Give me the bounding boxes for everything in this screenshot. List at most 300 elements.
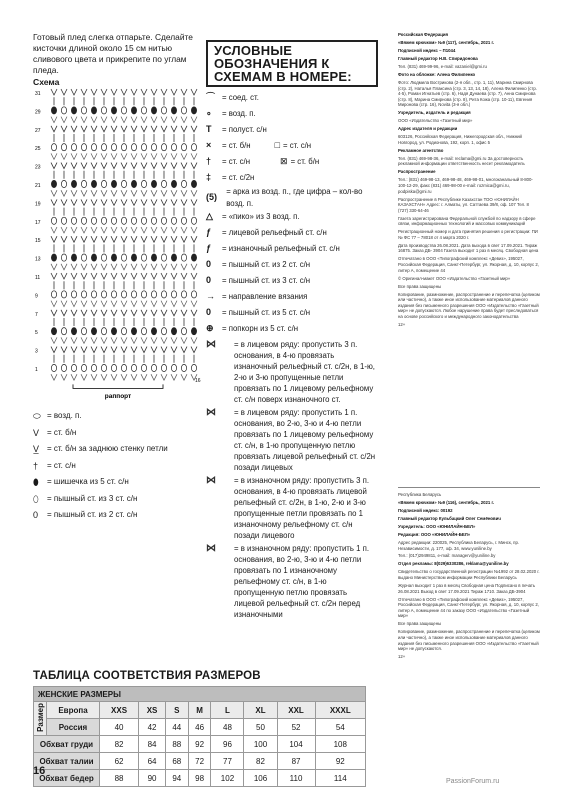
sc-mark <box>191 117 197 123</box>
puff-mark <box>81 291 86 298</box>
sc-mark <box>181 190 187 196</box>
symbol-row <box>206 273 378 289</box>
sc-mark <box>61 337 67 343</box>
puff-mark <box>161 107 166 114</box>
table-cell: 77 <box>211 753 244 770</box>
chart-row <box>51 291 196 298</box>
puff-mark <box>131 254 136 261</box>
mini-label-cross: = ст. б/н <box>290 157 320 167</box>
table-cell: 54 <box>315 719 365 736</box>
puff-mark <box>171 217 176 224</box>
watermark: PassionForum.ru <box>446 778 500 785</box>
puff-mark <box>101 364 106 371</box>
chain-icon: ∘ <box>206 108 212 119</box>
sc-mark <box>111 126 117 132</box>
chart-row <box>51 328 196 335</box>
row-number: 27 <box>35 127 41 134</box>
chart-row <box>51 117 197 123</box>
sc-mark <box>161 126 167 132</box>
row-number: 11 <box>35 275 41 281</box>
sc-mark <box>71 163 77 169</box>
puff-mark <box>141 254 146 261</box>
symbol-text: = лицевой рельефный ст. с/н <box>222 228 327 238</box>
puff-mark <box>81 107 86 114</box>
sc-mark <box>161 374 167 380</box>
puff-mark <box>101 144 106 151</box>
puff-mark <box>191 254 196 261</box>
sc-mark <box>111 89 117 95</box>
sc-mark <box>101 301 107 307</box>
sc-mark <box>81 190 87 196</box>
front-post-icon: ƒ <box>206 227 212 238</box>
sc-mark <box>111 347 117 353</box>
legend-row <box>33 458 208 475</box>
sc-mark <box>131 301 137 307</box>
table-cell: 40 <box>100 719 139 736</box>
back-post-icon: ƒ <box>206 243 212 254</box>
sc-mark <box>121 117 127 123</box>
sc-mark <box>51 310 57 316</box>
imprint-russia <box>398 32 540 330</box>
puff-mark <box>61 328 66 335</box>
row-number: 3 <box>35 348 38 355</box>
puff-mark <box>111 364 116 371</box>
sc-mark <box>61 153 67 159</box>
cable-paragraph <box>206 407 378 473</box>
sc-mark <box>61 236 67 242</box>
imprint-line: Подписной индекс – П1044 <box>398 47 456 53</box>
puff-mark <box>81 328 86 335</box>
table-cell: 64 <box>139 753 166 770</box>
imprint-line: Свидетельство о государственной регистрации №1992 от 28.02.2020 г. выдано Министерством информации Республики Беларусь <box>398 569 540 581</box>
puff-mark <box>121 144 126 151</box>
sc-mark <box>81 337 87 343</box>
chart-row <box>54 244 194 252</box>
sc-mark <box>121 89 127 95</box>
sc-mark <box>61 163 67 169</box>
table-row <box>34 753 366 770</box>
symbol-text: = попкорн из 5 ст. с/н <box>222 324 299 334</box>
imprint-line: 603126, Российская Федерация, Нижегородская обл., Нижний Новгород, ул. Родионова, 192, корп. 1, офис 5 <box>398 134 522 145</box>
row-number: 25 <box>35 146 41 153</box>
sc-mark <box>121 190 127 196</box>
cable-icon: ⋈ <box>206 543 216 555</box>
table-cell: 82 <box>100 736 139 753</box>
legend-text: = ст. с/н <box>47 460 76 470</box>
puff-mark <box>131 107 136 114</box>
sc-mark <box>81 153 87 159</box>
sc-mark <box>191 273 197 279</box>
sc-mark <box>161 264 167 270</box>
chart-row <box>51 126 197 132</box>
sc-mark <box>171 153 177 159</box>
chart-row <box>51 301 197 307</box>
sc-mark <box>91 347 97 353</box>
sc-mark <box>181 163 187 169</box>
puff-mark <box>131 364 136 371</box>
sc-mark <box>171 273 177 279</box>
sc-icon: V <box>33 427 40 438</box>
sc-mark <box>81 310 87 316</box>
puff-mark <box>111 107 116 114</box>
symbol-text: = ст. с/2н <box>222 173 255 183</box>
puff-mark <box>51 364 56 371</box>
sc-mark <box>51 374 57 380</box>
sc-mark <box>121 310 127 316</box>
table-cell: 88 <box>100 770 139 787</box>
sc-mark <box>151 126 157 132</box>
sc-mark <box>61 117 67 123</box>
sc-mark <box>101 117 107 123</box>
puff-mark <box>181 254 186 261</box>
paragraph-text: = в изнаночном ряду: пропустить 1 п. основания, во 2-ю, 3-ю и 4-ю петли провязать по 1 изнаночному рельефному ст. с/н, в 1-ю пропущенную петлю провязать лицевой рельефный ст. с/2н перед изнаночными <box>234 544 369 620</box>
sc-mark <box>121 347 127 353</box>
dc-icon: † <box>206 156 212 167</box>
chart-row <box>51 273 197 279</box>
sc-mark <box>151 236 157 242</box>
sc-mark <box>161 273 167 279</box>
legend-row <box>33 408 208 425</box>
sc-mark <box>101 337 107 343</box>
paragraph-text: = в лицевом ряду: пропустить 3 п. основания, в 4-ю провязать изнаночный рельефный ст. с/2н, в 1-ю, 2-ю и 3-ю пропущенные петли провязать по 1 лицевому рельефному ст. с/н поверх изнаночного ст. <box>234 340 375 405</box>
schema-title: Схема <box>33 77 60 87</box>
sc-mark <box>101 273 107 279</box>
row-number: 21 <box>35 183 41 189</box>
cable-paragraph <box>206 543 378 620</box>
paragraph-text: = в изнаночном ряду: пропустить 3 п. основания, в 4-ю провязать лицевой рельефный ст. с/2н, в 1-ю, 2-ю и 3-ю пропущенные петли провязать по 1 изнаночному рельефному ст. с/н позади лицевого <box>234 476 369 541</box>
table-cell: 102 <box>211 770 244 787</box>
sc-mark <box>171 374 177 380</box>
symbol-row <box>206 241 378 257</box>
table-cell: 104 <box>277 736 315 753</box>
sc-mark <box>131 153 137 159</box>
table-cell: 87 <box>277 753 315 770</box>
sc-mark <box>141 236 147 242</box>
sc-mark <box>161 163 167 169</box>
chart-legend <box>33 408 208 524</box>
sc-mark <box>181 199 187 205</box>
table-cell: 62 <box>100 753 139 770</box>
sc-mark <box>71 227 77 233</box>
table-cell: 108 <box>315 736 365 753</box>
chart-row <box>51 144 196 151</box>
sc-mark <box>171 117 177 123</box>
sc-mark <box>111 264 117 270</box>
table-cell: Россия <box>47 719 100 736</box>
sc-mark <box>131 126 137 132</box>
sc-mark <box>51 227 57 233</box>
puff-mark <box>61 217 66 224</box>
table-cell: Обхват талии <box>34 753 100 770</box>
sc-mark <box>131 117 137 123</box>
chart-row <box>54 171 194 179</box>
imprint-line: Адрес издателя и редакции <box>398 126 458 132</box>
sc-mark <box>51 199 57 205</box>
sc-mark <box>91 227 97 233</box>
repeat-bracket <box>73 384 163 388</box>
chart-row <box>51 227 197 233</box>
sc-mark <box>101 236 107 242</box>
puff-mark <box>141 217 146 224</box>
puff2-icon: 0 <box>33 510 39 520</box>
chart-row <box>51 374 197 380</box>
sc-mark <box>121 337 127 343</box>
sc-mark <box>91 199 97 205</box>
sc-mark <box>71 199 77 205</box>
sc-mark <box>141 347 147 353</box>
puff-mark <box>161 291 166 298</box>
chart-row <box>51 199 197 205</box>
symbol-row <box>206 138 378 154</box>
puff-mark <box>71 180 76 187</box>
chart-row <box>51 347 197 353</box>
table-cell: 92 <box>315 753 365 770</box>
sc-mark <box>121 301 127 307</box>
chart-row <box>54 97 194 105</box>
sc-mark <box>181 337 187 343</box>
table-cell: XL <box>244 702 277 719</box>
sc-mark <box>181 126 187 132</box>
sc-mark <box>81 273 87 279</box>
row-number: 17 <box>35 219 41 226</box>
sc-mark <box>151 199 157 205</box>
sc-mark <box>181 264 187 270</box>
imprint-line: Учредитель: ООО «ЮНИЛАЙН-БЕЛ» <box>398 523 476 529</box>
puff-mark <box>151 364 156 371</box>
imprint-line: Подписной индекс: 00192 <box>398 507 453 513</box>
sc-mark <box>61 199 67 205</box>
puff-mark <box>131 144 136 151</box>
sc-mark <box>51 190 57 196</box>
puff-mark <box>91 291 96 298</box>
sc-mark <box>71 273 77 279</box>
puff-mark <box>121 217 126 224</box>
imprint-line: Все права защищены <box>398 283 442 289</box>
puff-mark <box>61 291 66 298</box>
table-cell: L <box>211 702 244 719</box>
stitch-count: 16 <box>195 378 201 384</box>
puff-mark <box>51 254 56 261</box>
puff-mark <box>131 328 136 335</box>
sc-mark <box>71 236 77 242</box>
row-number: 23 <box>35 164 41 171</box>
table-cell: 82 <box>244 753 277 770</box>
puff-mark <box>101 217 106 224</box>
puff-mark <box>121 180 126 187</box>
sc-mark <box>121 374 127 380</box>
sc-mark <box>101 347 107 353</box>
sc-mark <box>181 117 187 123</box>
imprint-line: Копирование, размножение, распространение и перепечатка (целиком или частично), а также иное использование материалов данного издания без письменного разрешения ООО «Издательство «Газетный мир» не допускаются. <box>398 629 540 652</box>
imprint-line: Главный редактор Н.В. Спиридонова <box>398 55 478 61</box>
table-cell: 68 <box>165 753 188 770</box>
symbol-row <box>206 186 378 209</box>
puff-mark <box>161 180 166 187</box>
puff-mark <box>51 180 56 187</box>
sc-mark <box>141 199 147 205</box>
symbol-row <box>206 321 378 337</box>
legend-row <box>33 474 208 491</box>
imprint-belarus <box>398 492 540 662</box>
sc-mark <box>121 163 127 169</box>
imprint-line: Тел.: (017)2949811, e-mail: managerv@yuniline.by <box>398 553 496 559</box>
puff-mark <box>191 328 196 335</box>
sc-back-icon: V̲ <box>33 444 40 454</box>
puff-mark <box>61 107 66 114</box>
puff-mark <box>171 328 176 335</box>
sc-mark <box>61 126 67 132</box>
puff-mark <box>161 144 166 151</box>
sc-mark <box>111 310 117 316</box>
size-table <box>33 686 366 787</box>
sc-mark <box>181 310 187 316</box>
symbol-row <box>206 289 378 305</box>
sc-mark <box>91 117 97 123</box>
sc-mark <box>191 190 197 196</box>
table-cell: 46 <box>188 719 211 736</box>
symbol-row <box>206 170 378 186</box>
puff-mark <box>181 107 186 114</box>
sc-mark <box>151 374 157 380</box>
legend-row <box>33 425 208 442</box>
puff-mark <box>191 217 196 224</box>
puff-mark <box>71 328 76 335</box>
imprint-line: Фото на обложке: Алена Филипенко <box>398 71 476 77</box>
puff-mark <box>171 254 176 261</box>
sc-mark <box>181 347 187 353</box>
sc-mark <box>61 264 67 270</box>
sc-mark <box>101 163 107 169</box>
symbol-text: = изнаночный рельефный ст. с/н <box>222 244 340 254</box>
sc-mark <box>151 273 157 279</box>
cable-paragraph <box>206 475 378 541</box>
symbol-row <box>206 209 378 225</box>
size-vertical-label: Размер <box>34 702 47 736</box>
sc-mark <box>81 89 87 95</box>
sc-mark <box>111 190 117 196</box>
puff-mark <box>101 328 106 335</box>
sc-mark <box>91 310 97 316</box>
sc-mark <box>91 301 97 307</box>
puff-mark <box>81 254 86 261</box>
sc-mark <box>171 163 177 169</box>
puff-mark <box>191 107 196 114</box>
symbol-row <box>206 257 378 273</box>
symbol-text: = ст. б/н <box>222 141 251 151</box>
sc-mark <box>61 310 67 316</box>
sc-mark <box>161 310 167 316</box>
imprint-line: Республика Беларусь <box>398 492 442 497</box>
puff-mark <box>111 217 116 224</box>
symbol-text: = полуст. с/н <box>222 125 267 135</box>
sc-mark <box>71 301 77 307</box>
puff-mark <box>151 144 156 151</box>
puff-mark <box>81 180 86 187</box>
table-cell: 84 <box>139 736 166 753</box>
table-cell: 92 <box>188 736 211 753</box>
sc-mark <box>131 163 137 169</box>
puff-mark <box>71 144 76 151</box>
symbol-row <box>206 106 378 122</box>
puff-mark <box>131 217 136 224</box>
sc-mark <box>191 337 197 343</box>
sc-mark <box>171 337 177 343</box>
chart-row <box>51 254 196 261</box>
sc-mark <box>151 153 157 159</box>
puff-mark <box>141 328 146 335</box>
imprint-divider <box>398 487 540 488</box>
sc-mark <box>91 163 97 169</box>
imprint-line: Тел. (831) 469-98-36, e-mail: reclama@gmi.ru За достоверность рекламной информации ответственность несет рекламодатель <box>398 155 525 167</box>
cable-icon: ⋈ <box>206 475 216 487</box>
symbol-row <box>206 225 378 241</box>
symbol-text: = возд. п. <box>222 109 256 119</box>
table-cell: Обхват бедер <box>34 770 100 787</box>
table-cell: 50 <box>244 719 277 736</box>
sc-mark <box>141 310 147 316</box>
puff-mark <box>101 107 106 114</box>
imprint-line: Отпечатано в ООО «Типографский комплекс «Девиз», 195027, Российская Федерация, Санкт-Петербург, ул. Якорная, д. 10, корпус 2, литер А, помещение 44 <box>398 256 539 273</box>
symbol-text: = пышный ст. из 3 ст. с/н <box>222 276 311 286</box>
row-number: 7 <box>35 311 38 318</box>
imprint-line: Адрес редакции: 220025, Республика Беларусь, г. Минск, пр. Независимости, д. 177, оф. 34, www.yuniline.by <box>398 539 520 551</box>
size-table-header: ЖЕНСКИЕ РАЗМЕРЫ <box>34 687 366 702</box>
sc-mark <box>91 264 97 270</box>
chart-row <box>51 310 197 316</box>
puff-mark <box>71 254 76 261</box>
sc-mark <box>51 117 57 123</box>
puff-mark <box>161 328 166 335</box>
imprint-line: «Вяжем крючком» №9 (117), сентябрь, 2021 г. <box>398 39 495 45</box>
sc-mark <box>61 190 67 196</box>
sc-mark <box>121 264 127 270</box>
sc-mark <box>91 236 97 242</box>
slip-stitch-icon: ⌒ <box>206 92 216 103</box>
puff-mark <box>121 364 126 371</box>
table-cell: 88 <box>165 736 188 753</box>
symbol-row <box>206 90 378 106</box>
symbols-list <box>206 90 378 622</box>
puff-mark <box>61 144 66 151</box>
sc-mark <box>101 264 107 270</box>
sc-mark <box>61 227 67 233</box>
sc-mark <box>81 301 87 307</box>
table-row <box>34 702 366 719</box>
sc-mark <box>191 199 197 205</box>
puff-mark <box>191 291 196 298</box>
imprint-line: Копирование, размножение, распространение и перепечатка (целиком или частично), а также иное использование материалов данного издания без письменного разрешения ООО «Издательство «Газетный мир» не допускаются. Любое нарушение права будет преследоваться на основе российского и международного законодательства <box>398 291 540 319</box>
sc-mark <box>191 227 197 233</box>
symbol-text: = ст. с/н <box>222 157 251 167</box>
sc-mark <box>121 126 127 132</box>
chart-row <box>54 355 194 363</box>
puff-mark <box>81 217 86 224</box>
puff-mark <box>161 217 166 224</box>
symbol-text: = направление вязания <box>222 292 308 302</box>
sc-mark <box>151 227 157 233</box>
legend-text: = пышный ст. из 2 ст. с/н <box>47 510 138 519</box>
symbol-text: = пышный ст. из 5 ст. с/н <box>222 308 311 318</box>
table-cell: XS <box>139 702 166 719</box>
sc-mark <box>141 273 147 279</box>
sc-mark <box>81 236 87 242</box>
chart-row <box>51 180 196 187</box>
row-number: 29 <box>35 109 41 116</box>
puff-mark <box>161 364 166 371</box>
table-row <box>34 719 366 736</box>
symbol-row <box>206 154 378 170</box>
puff-mark <box>71 107 76 114</box>
